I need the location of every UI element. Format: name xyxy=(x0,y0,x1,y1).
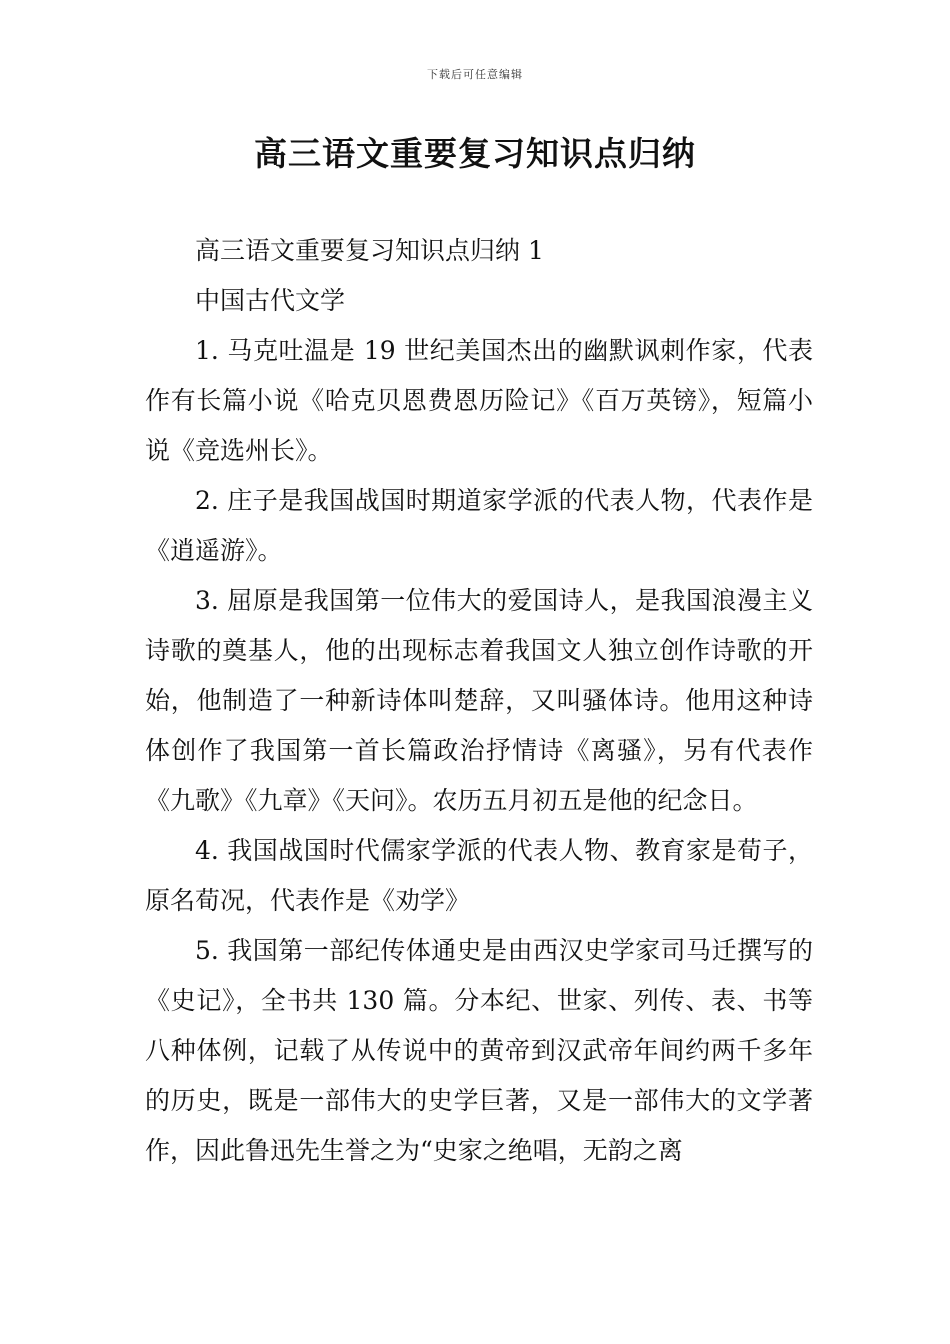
header-note: 下载后可任意编辑 xyxy=(427,68,523,81)
document-subtitle: 高三语文重要复习知识点归纳 1 xyxy=(195,236,544,265)
paragraph: 1. 马克吐温是 19 世纪美国杰出的幽默讽刺作家，代表作有长篇小说《哈克贝恩费恩历险记》《百万英镑》，短篇小说《竞选州长》。 xyxy=(145,336,813,465)
paragraph: 3. 屈原是我国第一位伟大的爱国诗人，是我国浪漫主义诗歌的奠基人，他的出现标志着我国文人独立创作诗歌的开始，他制造了一种新诗体叫楚辞，又叫骚体诗。他用这种诗体创作了我国第一首长篇政治抒情诗《离骚》，另有代表作《九歌》《九章》《天问》。农历五月初五是他的纪念日。 xyxy=(145,586,813,815)
section-heading: 中国古代文学 xyxy=(195,286,346,315)
document-body xyxy=(145,226,813,1176)
document-title: 高三语文重要复习知识点归纳 xyxy=(254,134,696,173)
paragraph: 5. 我国第一部纪传体通史是由西汉史学家司马迁撰写的《史记》，全书共 130 篇。分本纪、世家、列传、表、书等八种体例，记载了从传说中的黄帝到汉武帝年间约两千多年的历史，既是一部伟大的史学巨著，又是一部伟大的文学著作，因此鲁迅先生誉之为“史家之绝唱，无韵之离 xyxy=(145,936,813,1165)
paragraph: 2. 庄子是我国战国时期道家学派的代表人物，代表作是《逍遥游》。 xyxy=(145,486,813,565)
paragraph: 4. 我国战国时代儒家学派的代表人物、教育家是荀子，原名荀况，代表作是《劝学》 xyxy=(145,836,813,915)
